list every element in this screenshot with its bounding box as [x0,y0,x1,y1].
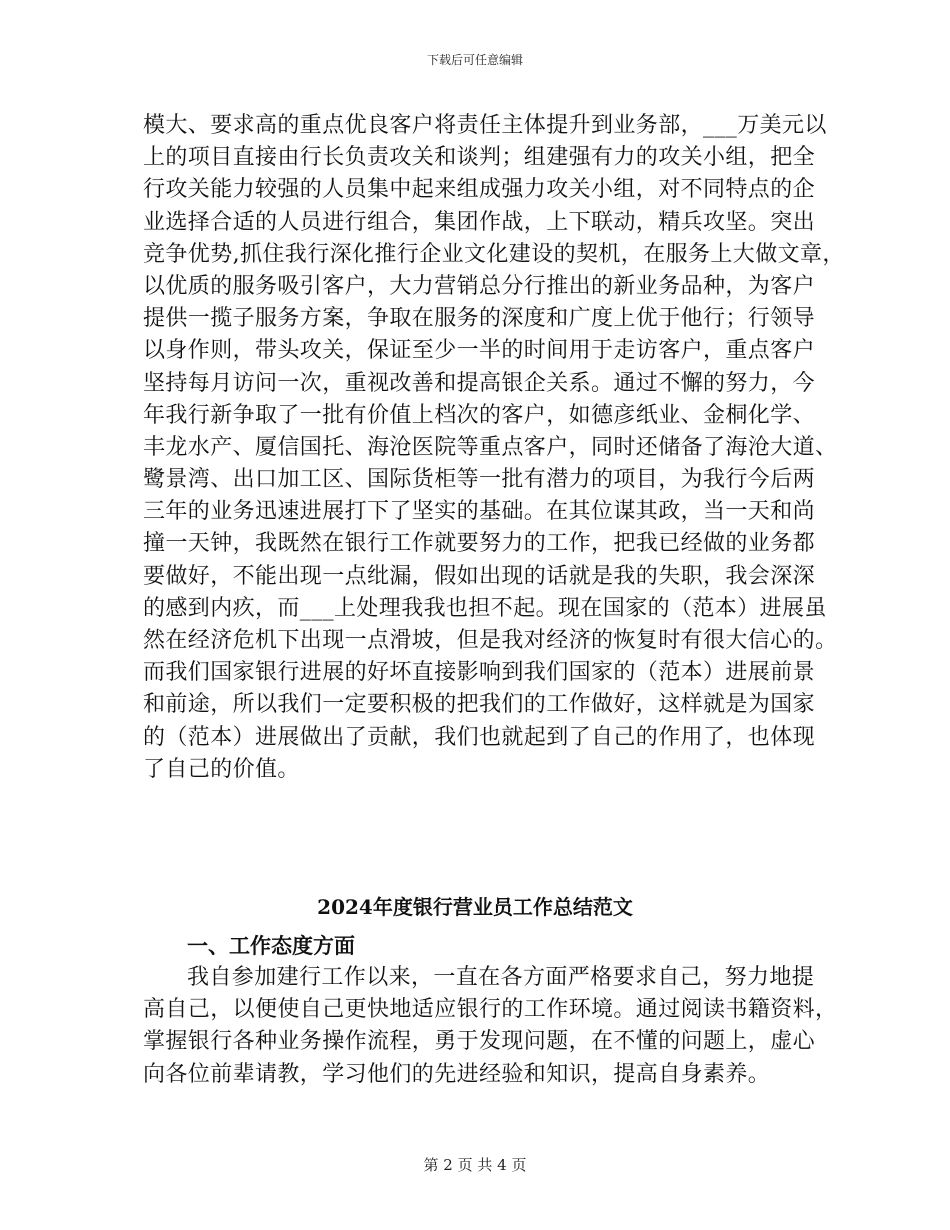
body-line: 和前途，所以我们一定要积极的把我们的工作做好，这样就是为国家 [143,692,816,718]
body-line: 以优质的服务吸引客户，大力营销总分行推出的新业务品种，为客户 [143,273,816,299]
section-line: 我自参加建行工作以来，一直在各方面严格要求自己，努力地提 [187,965,815,990]
body-line: 三年的业务迅速进展打下了坚实的基础。在其位谋其政，当一天和尚 [143,499,816,525]
body-line: 上的项目直接由行长负责攻关和谈判；组建强有力的攻关小组，把全 [143,145,816,171]
body-line: 竞争优势,抓住我行深化推行企业文化建设的契机，在服务上大做文章， [143,241,845,267]
body-line: 模大、要求高的重点优良客户将责任主体提升到业务部，___万美元以 [143,113,827,138]
body-line: 要做好，不能出现一点纰漏，假如出现的话就是我的失职，我会深深 [143,563,816,589]
body-line: 年我行新争取了一批有价值上档次的客户，如德彦纸业、金桐化学、 [143,402,816,428]
body-line: 了自己的价值。 [143,756,300,782]
body-line: 坚持每月访问一次，重视改善和提高银企关系。通过不懈的努力，今 [143,370,816,396]
body-line: 撞一天钟，我既然在银行工作就要努力的工作，把我已经做的业务都 [143,531,816,557]
body-line: 然在经济危机下出现一点滑坡，但是我对经济的恢复时有很大信心的。 [143,628,838,653]
body-line: 鹭景湾、出口加工区、国际货柜等一批有潜力的项目，为我行今后两 [143,467,816,493]
body-line: 提供一揽子服务方案，争取在服务的深度和广度上优于他行；行领导 [143,306,816,332]
document-title: 2024年度银行营业员工作总结范文 [317,895,633,919]
page-header: 下载后可任意编辑 [426,53,523,67]
section-work-attitude [143,930,838,1091]
section-line: 向各位前辈请教，学习他们的先进经验和知识，提高自身素养。 [143,1061,771,1087]
body-line: 以身作则，带头攻关，保证至少一半的时间用于走访客户，重点客户 [143,338,816,364]
body-line: 丰龙水产、厦信国托、海沧医院等重点客户，同时还储备了海沧大道、 [143,434,838,460]
body-paragraph [143,110,845,786]
body-line: 的感到内疚，而___上处理我我也担不起。现在国家的（范本）进展虽 [143,595,827,621]
page-footer: 第 2 页 共 4 页 [423,1156,527,1174]
body-line: 行攻关能力较强的人员集中起来组成强力攻关小组，对不同特点的企 [143,177,816,203]
section-heading: 一、工作态度方面 [187,933,355,958]
section-line: 掌握银行各种业务操作流程，勇于发现问题，在不懂的问题上，虚心 [143,1029,816,1055]
body-line: 而我们国家银行进展的好坏直接影响到我们国家的（范本）进展前景 [143,660,816,686]
body-line: 的（范本）进展做出了贡献，我们也就起到了自己的作用了，也体现 [143,724,816,750]
section-line: 高自己，以便使自己更快地适应银行的工作环境。通过阅读书籍资料， [143,997,838,1023]
body-line: 业选择合适的人员进行组合，集团作战，上下联动，精兵攻坚。突出 [143,209,816,235]
